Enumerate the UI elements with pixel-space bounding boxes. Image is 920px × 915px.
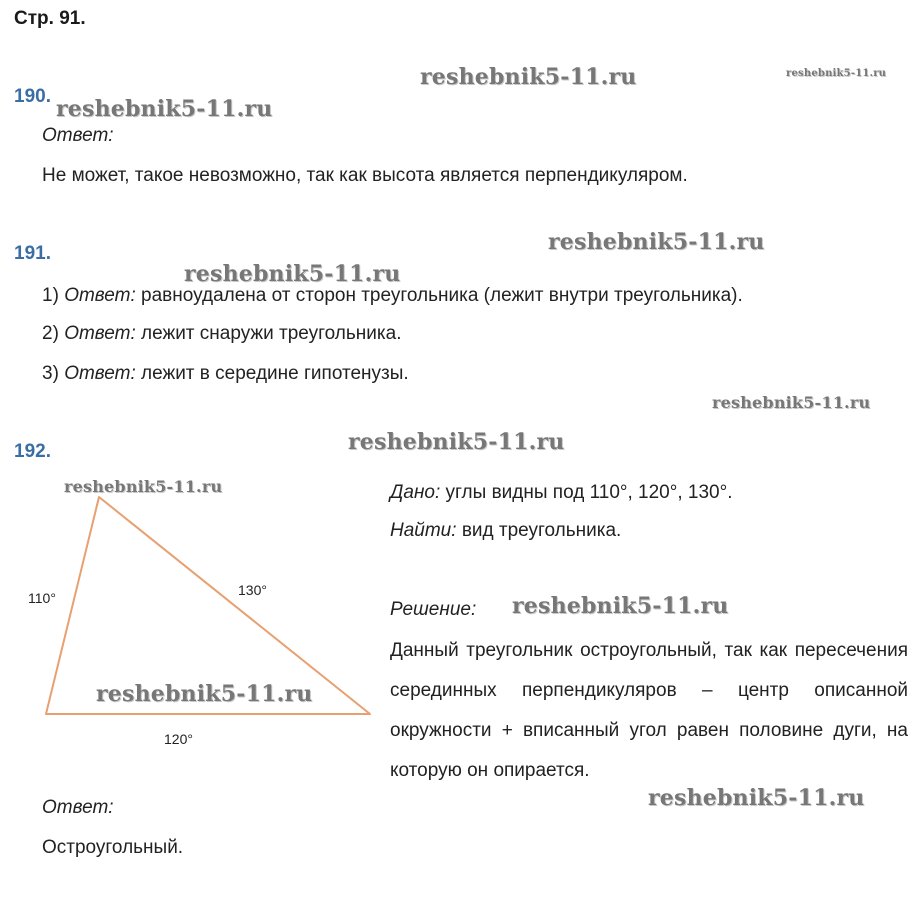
task-number: 192.: [14, 441, 51, 462]
triangle-figure: [20, 480, 380, 750]
watermark: reshebnik5-11.ru: [64, 477, 223, 496]
angle-label-bottom: 120°: [164, 731, 193, 747]
watermark: reshebnik5-11.ru: [786, 68, 887, 79]
answer-label: Ответ:: [64, 363, 136, 384]
answer-text: Не может, такое невозможно, так как высота является перпендикуляром.: [42, 165, 688, 186]
watermark: reshebnik5-11.ru: [348, 429, 565, 455]
watermark: reshebnik5-11.ru: [56, 96, 273, 122]
watermark: reshebnik5-11.ru: [548, 229, 765, 255]
answer-text: Остроугольный.: [42, 837, 184, 858]
item-prefix: 3): [42, 363, 59, 384]
answer-label: Ответ:: [64, 323, 136, 344]
given-line: [390, 482, 732, 504]
find-line: [390, 520, 621, 542]
watermark: reshebnik5-11.ru: [184, 261, 401, 287]
answer-text: равноудалена от сторон треугольника (лежит внутри треугольника).: [141, 285, 743, 306]
watermark: reshebnik5-11.ru: [96, 681, 313, 707]
task-number: 191.: [14, 243, 51, 264]
answer-item: [42, 323, 401, 345]
answer-label: Ответ:: [42, 797, 114, 818]
solution-label: Решение:: [390, 599, 477, 620]
watermark: reshebnik5-11.ru: [512, 593, 729, 619]
item-prefix: 1): [42, 285, 59, 306]
answer-label: Ответ:: [64, 285, 136, 306]
given-label: Дано:: [390, 482, 441, 503]
find-text: вид треугольника.: [461, 520, 622, 541]
find-label: Найти:: [390, 520, 457, 541]
watermark: reshebnik5-11.ru: [420, 64, 637, 90]
answer-item: [42, 363, 409, 385]
angle-label-right: 130°: [238, 582, 267, 598]
answer-text: лежит в середине гипотенузы.: [141, 363, 409, 384]
solution-text: Данный треугольник остроугольный, так как пересечения серединных перпендикуляров – центр описанной окружности + вписанный угол равен половине дуги, на которую он опирается.: [390, 640, 908, 781]
answer-label: Ответ:: [42, 125, 114, 146]
answer-item: [42, 285, 743, 307]
watermark: reshebnik5-11.ru: [648, 785, 865, 811]
angle-label-left: 110°: [28, 590, 56, 606]
watermark: reshebnik5-11.ru: [712, 393, 871, 412]
given-text: углы видны под 110°, 120°, 130°.: [445, 482, 733, 503]
page-title: Стр. 91.: [14, 8, 86, 29]
item-prefix: 2): [42, 323, 59, 344]
answer-text: лежит снаружи треугольника.: [141, 323, 402, 344]
task-number: 190.: [14, 86, 51, 107]
